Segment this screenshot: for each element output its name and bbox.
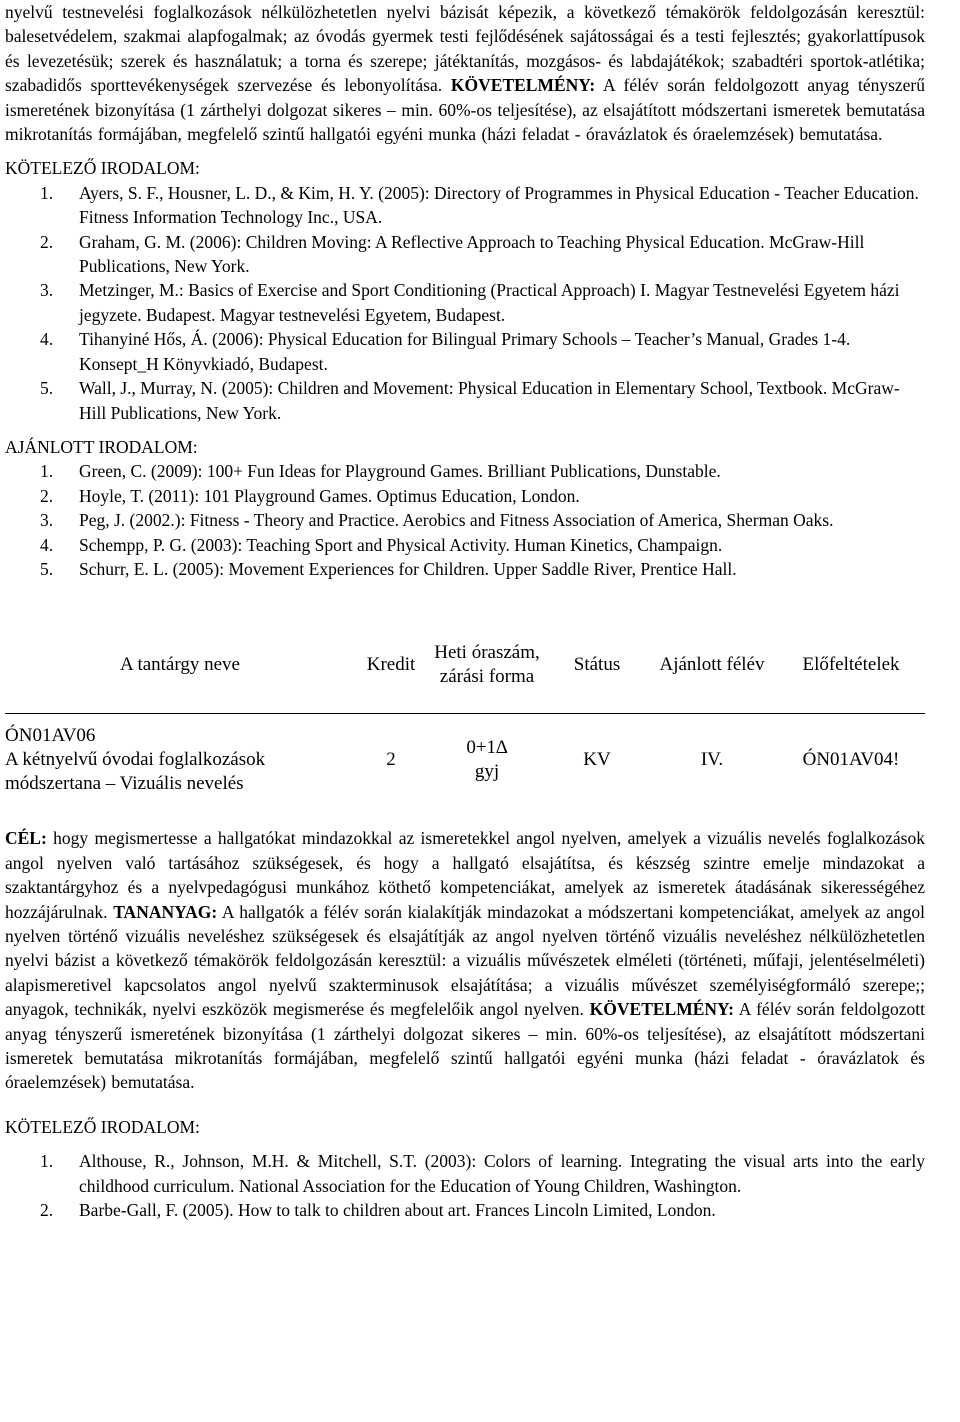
item-text: Hoyle, T. (2011): 101 Playground Games. Optimus Education, London. [79, 485, 580, 506]
goal-label: CÉL: [5, 828, 47, 849]
course-weekly-hours: 0+1∆ [466, 737, 508, 759]
course-description [5, 826, 925, 1094]
item-text: Barbe-Gall, F. (2005). How to talk to children about art. Frances Lincoln Limited, London. [79, 1200, 716, 1221]
header-credit: Kredit [355, 617, 427, 714]
list-item [5, 327, 925, 376]
course-table-row [5, 714, 925, 807]
header-status: Státus [547, 617, 647, 714]
intro-text: nyelvű testnevelési foglalkozások nélkülözhetetlen nyelvi bázisát képezik, a következő témakörök feldolgozásán keresztül: balesetvédelem, szakmai alapfogalmak; az óvodás gyermek testi fejlődésének sajátosságai és a testi fejlesztés; gyakorlattípusok és levezetésük; szerek és használatuk; a torna és szerepe; játéktanítás, mozgásos- és labdajátékok; szabadtéri sportok-atlétika; szabadidős sporttevékenységek szervezése és lebonyolítása. [5, 2, 925, 96]
header-weekly-hours: Heti óraszám, zárási forma [427, 617, 547, 714]
course-code: ÓN01AV06 [5, 725, 96, 747]
requirement-label-2: KÖVETELMÉNY: [589, 999, 734, 1020]
course-table [5, 617, 925, 806]
item-number: 3. [40, 510, 54, 531]
item-number: 5. [40, 378, 54, 399]
item-number: 2. [40, 1200, 54, 1221]
item-number: 1. [40, 1151, 54, 1172]
requirement-label: KÖVETELMÉNY: [450, 75, 596, 96]
recommended-reading-list [5, 459, 925, 581]
item-text: Tihanyiné Hős, Á. (2006): Physical Education for Bilingual Primary Schools – Teacher’s Manual, Grades 1-4. Konsept_H Könyvkiadó, Budapest. [79, 329, 851, 374]
requirement-text-2: A félév során feldolgozott anyag tényszerű ismeretének bizonyítása (1 zárthelyi dolgozat sikeres – min. 60%-os teljesítése), az elsajátított módszertani ismeretek bemutatása mikrotanítás formájában, megfelelő szintű hallgatói egyéni munka (házi feladat - óravázlatok és óraelemzések) bemutatása. [5, 999, 925, 1093]
required-reading-list [5, 181, 925, 425]
item-number: 4. [40, 329, 54, 350]
course-recommended-semester: IV. [700, 749, 724, 771]
recommended-reading-heading: AJÁNLOTT IRODALOM: [5, 436, 198, 457]
requirement-text: A félév során feldolgozott anyag tényszerű ismeretének bizonyítása (1 zárthelyi dolgozat sikeres – min. 60%-os teljesítése), az elsajátított módszertani ismeretek bemutatása mikrotanítás formájában, megfelelő szintű hallgatói egyéni munka (házi feladat - óravázlatok és óraelemzések) bemutatása. [5, 75, 926, 145]
course-name-line-2: módszertana – Vizuális nevelés [5, 773, 244, 795]
goal-paragraph [5, 826, 925, 1094]
item-number: 3. [40, 280, 54, 301]
syllabus-label: TANANYAG: [113, 901, 218, 922]
course-weekly-hours-cell [427, 714, 547, 807]
item-number: 4. [40, 534, 54, 555]
list-item [5, 533, 925, 557]
list-item [5, 557, 925, 581]
item-text: Graham, G. M. (2006): Children Moving: A Reflective Approach to Teaching Physical Education. McGraw-Hill Publications, New York. [79, 231, 865, 277]
required-reading-heading: KÖTELEZŐ IRODALOM: [5, 158, 200, 179]
list-item [5, 1198, 925, 1222]
course-status: KV [583, 749, 611, 771]
intro-paragraph [5, 0, 925, 146]
list-item [5, 376, 925, 425]
header-course-name: A tantárgy neve [5, 617, 355, 714]
course-closing-form: gyj [474, 761, 500, 783]
list-item [5, 278, 925, 327]
item-number: 2. [40, 231, 54, 252]
list-item [5, 459, 925, 483]
item-text: Metzinger, M.: Basics of Exercise and Sport Conditioning (Practical Approach) I. Magyar Testnevelési Egyetem házi jegyzete. Budapest. Magyar testnevelési Egyetem, Budapest. [79, 280, 900, 325]
course-prerequisites: ÓN01AV04! [802, 749, 900, 771]
item-text: Wall, J., Murray, N. (2005): Children and Movement: Physical Education in Elementary School, Textbook. McGraw-Hill Publications, New York. [79, 378, 900, 423]
item-number: 1. [40, 182, 54, 203]
header-recommended-semester: Ajánlott félév [647, 617, 777, 714]
item-text: Althouse, R., Johnson, M.H. & Mitchell, S.T. (2003): Colors of learning. Integrating the visual arts into the early childhood curriculum. National Association for the Education of Young Children, Washington. [79, 1151, 925, 1196]
course-credit: 2 [386, 749, 396, 771]
document-page [5, 0, 925, 1222]
course-name-cell [5, 714, 355, 807]
required-reading-heading-2: KÖTELEZŐ IRODALOM: [5, 1116, 200, 1137]
required-reading-list-2 [5, 1149, 925, 1222]
header-prerequisites: Előfeltételek [777, 617, 925, 714]
list-item [5, 230, 925, 279]
syllabus-text: A hallgatók a félév során kialakítják mindazokat a módszertani kompetenciákat, amelyek az angol nyelven történő vizuális neveléshez szükségesek és elsajátítják az angol nyelven történő vizuális neveléshez nélkülözhetetlen nyelvi bázist a következő témakörök feldolgozásán keresztül: a vizuális művészetek elméleti (történeti, műfaji, jelentéselméleti) alapismeretivel kapcsolatos angol nyelvű szakterminusok elsajátítása; a vizuális művészet személyiségformáló szerepe;; anyagok, technikák, nyelvi eszközök megismerése és megfelelőik angol nyelven. [5, 901, 926, 1020]
item-text: Ayers, S. F., Housner, L. D., & Kim, H. Y. (2005): Directory of Programmes in Physical Education - Teacher Education. Fitness Information Technology Inc., USA. [79, 182, 919, 228]
item-text: Peg, J. (2002.): Fitness - Theory and Practice. Aerobics and Fitness Association of America, Sherman Oaks. [79, 510, 834, 531]
course-name-line-1: A kétnyelvű óvodai foglalkozások [5, 749, 266, 771]
list-item [5, 484, 925, 508]
item-number: 2. [40, 485, 54, 506]
course-table-header-row [5, 617, 925, 714]
list-item [5, 508, 925, 532]
item-number: 5. [40, 558, 54, 579]
item-text: Green, C. (2009): 100+ Fun Ideas for Playground Games. Brilliant Publications, Dunstable. [79, 461, 721, 482]
goal-text: hogy megismertesse a hallgatókat mindazokkal az ismeretekkel angol nyelven, amelyek a vizuális nevelés foglalkozások angol nyelven való tartásához szükségesek, és hogy a hallgató elsajátítsa, és készség szintre emelje mindazokat a szaktantárgyhoz és a nyelvpedagógusi munkához köthető kompetenciákat, amelyek az ismeretek átadásának sikerességéhez hozzájárulnak. [5, 828, 925, 922]
list-item [5, 1149, 925, 1198]
item-text: Schurr, E. L. (2005): Movement Experiences for Children. Upper Saddle River, Prentice Hall. [79, 558, 737, 579]
item-text: Schempp, P. G. (2003): Teaching Sport and Physical Activity. Human Kinetics, Champaign. [79, 534, 723, 555]
list-item [5, 181, 925, 230]
item-number: 1. [40, 461, 54, 482]
